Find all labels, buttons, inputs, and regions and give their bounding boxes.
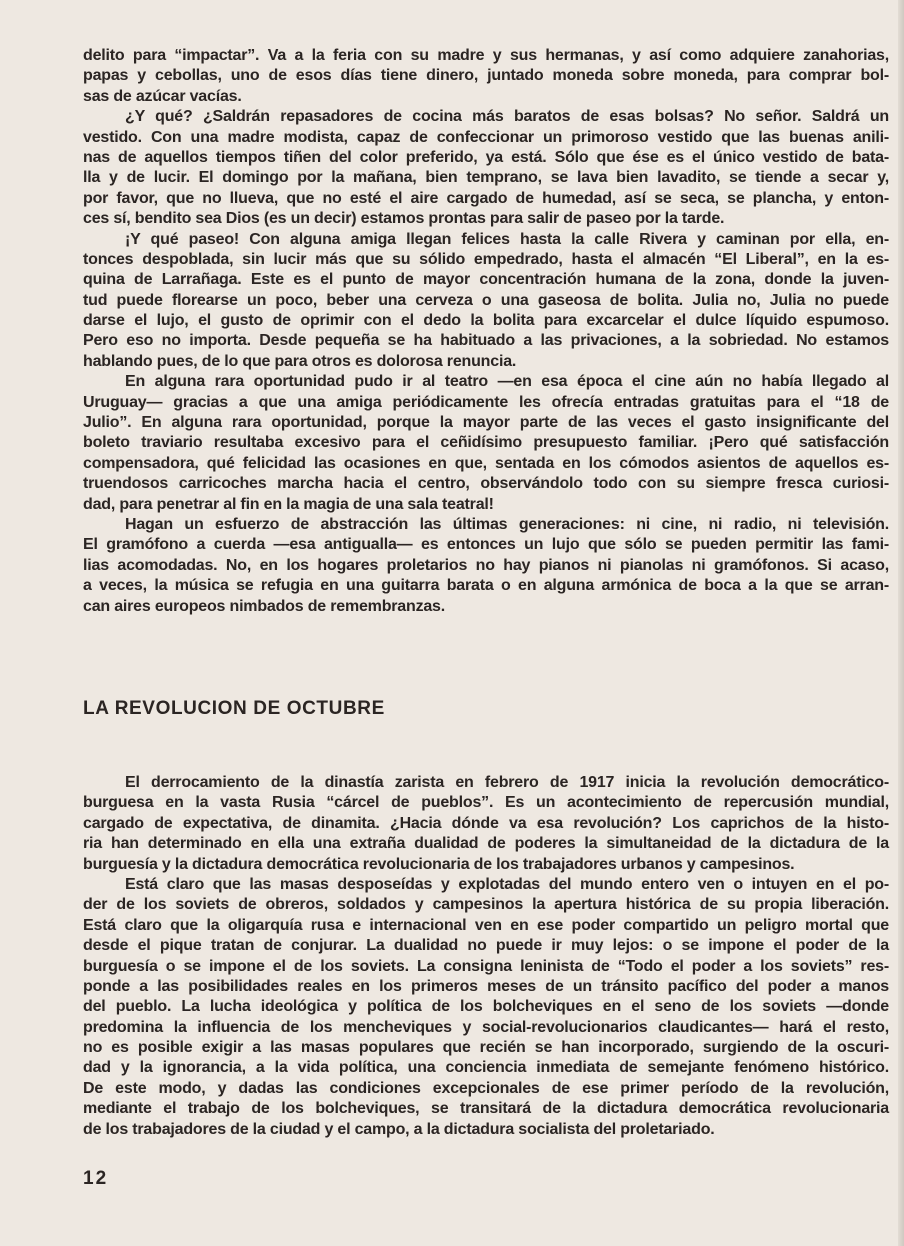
text-line: predomina la influencia de los mencheviques y social-revolucionarios claudicantes— hará el resto, — [83, 1018, 889, 1036]
text-line: delito para “impactar”. Va a la feria con su madre y sus hermanas, y así como adquiere zanahorias, — [83, 47, 889, 64]
text-line: no es posible exigir a las masas populares que recién se han incorporado, surgiendo de la oscuri- — [83, 1039, 889, 1057]
text-line: por favor, que no llueva, que no esté el aire cargado de humedad, así se seca, se plancha, y enton- — [83, 189, 889, 207]
text-line: del pueblo. La lucha ideológica y política de los bolcheviques en el seno de los soviets —donde — [83, 998, 889, 1016]
paragraph — [83, 773, 889, 875]
text-line: papas y cebollas, uno de esos días tiene dinero, juntado moneda sobre moneda, para comprar bol- — [83, 67, 889, 85]
text-line: der de los soviets de obreros, soldados y campesinos la apertura histórica de su propia liberación. — [83, 896, 889, 914]
text-line: Pero eso no importa. Desde pequeña se ha habituado a las privaciones, a la sobriedad. No estamos — [83, 332, 889, 350]
text-line: vestido. Con una madre modista, capaz de confeccionar un primoroso vestido que las buenas anili- — [83, 128, 889, 146]
text-line: desde el pique tratan de conjurar. La dualidad no puede ir muy lejos: o se impone el poder de la — [83, 937, 889, 955]
page-number: 12 — [83, 1168, 109, 1189]
text-line: ¡Y qué paseo! Con alguna amiga llegan felices hasta la calle Rivera y caminan por ella, en- — [125, 230, 889, 248]
section-body-1 — [83, 46, 889, 617]
paragraph — [83, 230, 889, 373]
page-edge — [898, 0, 904, 1246]
text-line: burguesa en la vasta Rusia “cárcel de pueblos”. Es un acontecimiento de repercusión mundial, — [83, 794, 889, 812]
text-line: burguesía y la dictadura democrática revolucionaria de los trabajadores urbanos y campesinos. — [83, 855, 795, 873]
text-line: tonces despoblada, sin lucir más que su sólido empedrado, hasta el almacén “El Liberal”, en la es- — [83, 250, 889, 268]
text-line: De este modo, y dadas las condiciones excepcionales de ese primer período de la revolución, — [83, 1079, 889, 1097]
text-line: Está claro que las masas desposeídas y explotadas del mundo entero ven o intuyen en el po- — [125, 875, 889, 893]
text-line: Julio”. En alguna rara oportunidad, porque la mayor parte de las veces el gasto insignificante del — [83, 414, 889, 432]
text-line: hablando pues, de lo que para otros es dolorosa renuncia. — [83, 352, 517, 370]
text-line: a veces, la música se refugia en una guitarra barata o en alguna armónica de boca a la que se arran- — [83, 577, 889, 595]
text-line: En alguna rara oportunidad pudo ir al teatro —en esa época el cine aún no había llegado al — [125, 373, 889, 391]
paragraph — [83, 875, 889, 1140]
text-line: lias acomodadas. No, en los hogares proletarios no hay pianos ni pianolas ni gramófonos. Si acaso, — [83, 556, 889, 574]
text-line: ces sí, bendito sea Dios (es un decir) estamos prontas para salir de paseo por la tarde. — [83, 210, 725, 228]
paragraph — [83, 46, 889, 107]
paragraph — [83, 515, 889, 617]
section-heading: LA REVOLUCION DE OCTUBRE — [83, 698, 385, 719]
text-line: compensadora, qué felicidad las ocasiones en que, sentada en los cómodos asientos de aquellos es- — [83, 454, 889, 472]
text-line: darse el lujo, el gusto de oprimir con el dedo la bolita para excarcelar el dulce líquido espumoso. — [83, 312, 889, 330]
text-line: boleto traviario resultaba excesivo para el ceñidísimo presupuesto familiar. ¡Pero qué satisfacción — [83, 434, 889, 452]
text-line: dad, para penetrar al fin en la magia de una sala teatral! — [83, 495, 494, 513]
text-line: ponde a las posibilidades reales en los primeros meses de un tránsito pacífico del poder a manos — [83, 977, 889, 995]
text-line: mediante el trabajo de los bolcheviques, se transitará de la dictadura democrática revolucionaria — [83, 1100, 889, 1118]
section-body-2 — [83, 773, 889, 1140]
text-line: Hagan un esfuerzo de abstracción las últimas generaciones: ni cine, ni radio, ni televisión. — [125, 515, 889, 533]
text-line: nas de aquellos tiempos tiñen del color preferido, ya está. Sólo que ése es el único vestido de bata- — [83, 148, 889, 166]
paragraph — [83, 372, 889, 515]
text-line: burguesía o se impone el de los soviets. La consigna leninista de “Todo el poder a los soviets” res- — [83, 957, 889, 975]
text-line: Está claro que la oligarquía rusa e internacional ven en ese poder compartido un peligro mortal que — [83, 916, 889, 934]
text-line: El derrocamiento de la dinastía zarista en febrero de 1917 inicia la revolución democrático- — [125, 774, 889, 791]
text-line: lla y de lucir. El domingo por la mañana, bien temprano, se lava bien lavadito, se tiende a secar y, — [83, 169, 889, 187]
text-line: ria han determinado en ella una extraña dualidad de poderes la simultaneidad de la dictadura de la — [83, 835, 889, 853]
text-line: sas de azúcar vacías. — [83, 87, 242, 105]
text-line: can aires europeos nimbados de remembranzas. — [83, 597, 446, 615]
text-line: de los trabajadores de la ciudad y el campo, a la dictadura socialista del proletariado. — [83, 1120, 715, 1138]
text-line: cargado de expectativa, de dinamita. ¿Hacia dónde va esa revolución? Los caprichos de la histo- — [83, 814, 889, 832]
text-line: Uruguay— gracias a que una amiga periódicamente les ofrecía entradas gratuitas para el “18 de — [83, 393, 889, 411]
paragraph — [83, 107, 889, 229]
text-line: tud puede florearse un poco, beber una cerveza o una gaseosa de bolita. Julia no, Julia no puede — [83, 291, 889, 309]
text-line: quina de Larrañaga. Este es el punto de mayor concentración humana de la zona, donde la juven- — [83, 271, 889, 289]
text-line: dad y la ignorancia, a la vida política, una conciencia inmediata de semejante fenómeno histórico. — [83, 1059, 889, 1077]
text-line: truendosos carricoches marcha hacia el centro, observándolo todo con su siempre fresca curiosi- — [83, 475, 889, 493]
text-line: El gramófono a cuerda —esa antigualla— es entonces un lujo que sólo se pueden permitir las fami- — [83, 536, 889, 554]
text-line: ¿Y qué? ¿Saldrán repasadores de cocina más baratos de esas bolsas? No señor. Saldrá un — [125, 108, 889, 126]
